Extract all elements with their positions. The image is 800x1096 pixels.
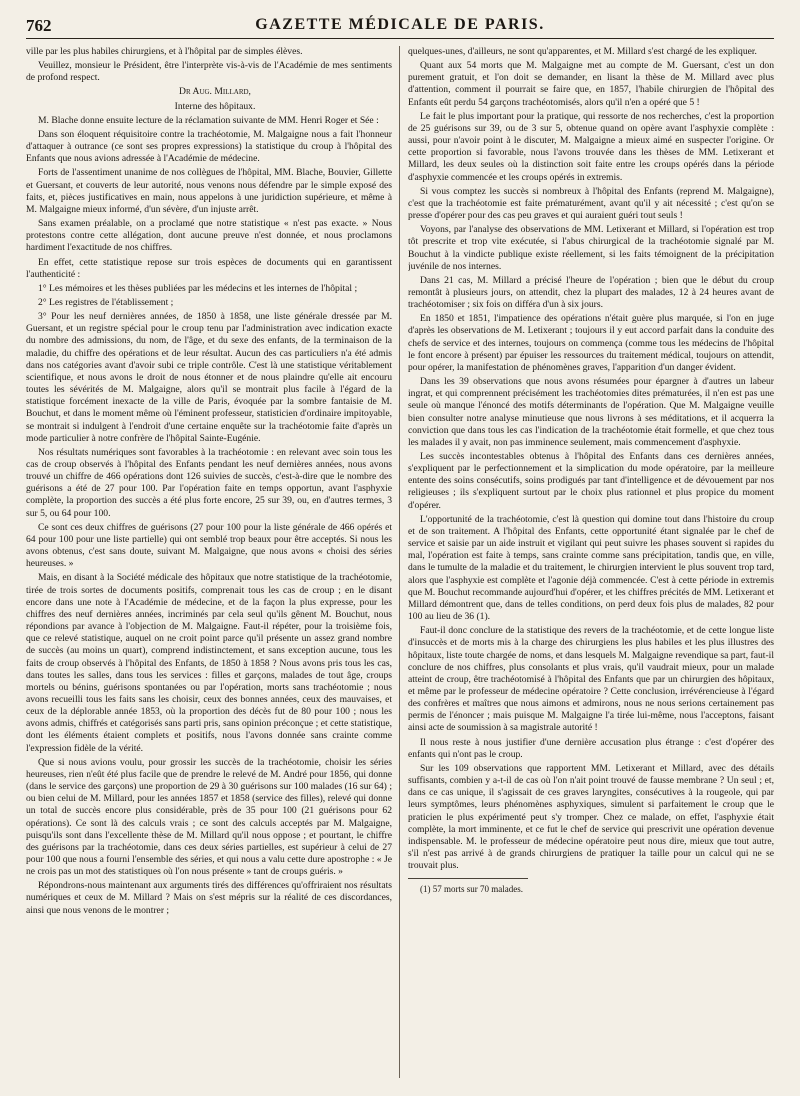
paragraph: ville par les plus habiles chirurgiens, et à l'hôpital par de simples élèves. — [26, 46, 303, 57]
paragraph: Si vous comptez les succès si nombreux à l'hôpital des Enfants (reprend M. Malgaigne), c'est que la trachéotomie est faite prématurément, avant qu'il y ait nécessité ; c'est qu'on se presse d'opérer pour des cas peu graves et qui auraient guéri tout seuls ! — [408, 185, 774, 222]
paragraph: En effet, cette statistique repose sur trois espèces de documents qui en garantissent l'authenticité : — [26, 256, 392, 280]
list-item: 1° Les mémoires et les thèses publiées par les médecins et les internes de l'hôpital ; — [38, 282, 358, 294]
paragraph: Veuillez, monsieur le Président, être l'interprète vis-à-vis de l'Académie de mes sentiments de profond respect. — [26, 60, 392, 84]
paragraph: Sans examen préalable, on a proclamé que notre statistique « n'est pas exacte. » Nous protestons contre cette allégation, dont aucune preuve n'est donnée, et nous proclamons hardiment l'exactitude de nos chiffres. — [26, 218, 392, 254]
list-item: 2° Les registres de l'établissement ; — [38, 296, 174, 308]
paragraph: Dans son éloquent réquisitoire contre la trachéotomie, M. Malgaigne nous a fait l'honneur d'attaquer à outrance (ce sont ses propres expressions) la statistique du croup à l'hôpital des Enfants que nous avions adressée à l'Académie de médecine. — [26, 128, 392, 165]
paragraph: Que si nous avions voulu, pour grossir les succès de la trachéotomie, choisir les séries heureuses, rien n'eût été plus facile que de prendre le relevé de M. André pour 1856, qui donne (dans le service des garçons) une proportion de 29 à 30 guérisons sur 100 malades (16 sur 64) ; ou bien celui de M. Millard, pour les années 1857 et 1858 (service des filles), relevé qui donne un total de succès encore plus considérable, près de 35 pour 100 (21 guérisons pour 62 opérations). Ce sont là des calculs vrais ; ce sont des calculs acceptés par M. Malgaigne, puisqu'ils sont dans l'excellente thèse de M. Millard qu'il nous oppose ; et pourtant, le chiffre des guérisons par la trachéotomie, dans ces deux séries partielles, est supérieur à celui de 27 pour 100 que nous a fourni l'ensemble des séries, et qui nous a valu cette dure apostrophe : « Je ne crois pas un mot des statistiques où l'on nous présente » tant de croups guéris. » — [26, 756, 392, 878]
paragraph: Dans 21 cas, M. Millard a précisé l'heure de l'opération ; bien que le début du croup remontât à plusieurs jours, on attendit, chez la plupart des malades, 12 à 24 heures avant de trachéotomiser ; six fois on différa d'un à six jours. — [408, 274, 774, 311]
signature-name: Dr Aug. Millard, — [179, 86, 251, 98]
list-item: 3° Pour les neuf dernières années, de 1850 à 1858, une liste générale dressée par M. Guersant, et un registre spécial pour le croup tenu par l'administration avec indication exacte du nombre des admissions, du nom, de l'âge, et du sexe des enfants, de la terminaison de la maladie, du chiffre des opérations et de leur résultat. Aucun des cas particuliers n'a été admis dans nos catégories avant d'avoir subi ce triple contrôle. C'est là une statistique véritablement scientifique, et nous avons le droit de nous étonner et de nous plaindre qu'elle ait encouru toutes les sévérités de M. Malgaigne, alors qu'il se montrait plus facile à l'égard de la statistique forcément inexacte de la ville de Paris, évoquée par la sombre fantaisie de M. Bouchut, et dans le moment même où l'éminent professeur, statisticien d'ordinaire impitoyable, se montrait si indulgent à l'endroit d'une certaine enquête sur la trachéotomie faite d'après un mode particulier à notre confrère de l'hôpital Sainte-Eugénie. — [26, 311, 392, 444]
paragraph: Le fait le plus important pour la pratique, qui ressorte de nos recherches, c'est la proportion de 25 guérisons sur 39, ou de 3 sur 5, obtenue quand on opère avant l'asphyxie complète : aussi, pour n'avoir point à le discuter, M. Malgaigne a mieux aimé en suspecter l'origine. Or cette proportion si favorable, nous l'avons trouvée dans les thèses de MM. Letixerant et Millard, les deux seules où la distinction soit faite entre les croups opérés dans la période d'asphyxie commencée et les croups opérés in extremis. — [408, 110, 774, 183]
left-column — [26, 46, 392, 1078]
paragraph: Nos résultats numériques sont favorables à la trachéotomie : en relevant avec soin tous les cas de croup observés à l'hôpital des Enfants pendant les neuf dernières années, nous avons trouvé un chiffre de 466 opérations dont 126 suivies de succès, c'est-à-dire que le nombre des guérisons a été de 27 pour 100. Par l'opération faite en temps opportun, avant l'asphyxie complète, la proportion des succès a été plus forte encore, 25 sur 39, ou, en d'autres termes, 3 sur 5, ou 64 pour 100. — [26, 446, 392, 519]
paragraph: En 1850 et 1851, l'impatience des opérations n'était guère plus marquée, si l'on en juge d'après les observations de M. Letixerant ; toujours il y eut accord parfait dans la conduite des chefs de service et des internes, toujours on commença (comme tous les médecins de l'hôpital le font encore à présent) par épuiser les ressources du traitement médical, toujours on attendit, pour opérer, la manifestation de phénomènes graves, l'apparition d'un danger évident. — [408, 313, 774, 373]
page-number: 762 — [26, 16, 52, 35]
paragraph: Mais, en disant à la Société médicale des hôpitaux que notre statistique de la trachéotomie, tirée de trois sortes de documents positifs, comprenait tous les cas de croup ; en le disant encore dans une note à l'Académie de médecine, et de la façon la plus expresse, pour les chiffres des neuf dernières années, incriminés par cela seul qu'ils gênent M. Bouchut, nous répondions par avance à l'objection de M. Malgaigne. Faut-il répéter, pour la troisième fois, que ce relevé statistique, auquel on ne croit point parce qu'il présente un assez grand nombre de succès (au moins un quart), comprend indistinctement, et sans exception aucune, tous les faits de croup observés à l'hôpital des Enfants, de 1850 à 1858 ? Nous avons pris tous les cas, dans toutes les salles, dans tous les services : filles et garçons, malades de tout âge, croups mortels ou bénins, guérisons spontanées ou par l'opération, morts sans trachéotomie ; nous avons recueilli tous les faits sans les choisir, ceux des bonnes années, ceux des mauvaises, et ceux de la déplorable année 1853, où la proportion des décès fut de 80 pour 100 ; nous les avons admis, chiffrés et catégorisés sans parti pris, sans opinion préconçue ; et cette statistique, dont les éléments étaient complets et positifs, nous l'avons donnée sans crainte comme l'expression fidèle de la vérité. — [26, 572, 392, 754]
paragraph: Quant aux 54 morts que M. Malgaigne met au compte de M. Guersant, c'est un don purement gratuit, et l'on doit se demander, en lisant la thèse de M. Millard avec plus d'attention, comment il pourrait se faire que, en 1857, l'habile chirurgien de l'hôpital des Enfants eût perdu 54 garçons trachéotomisés, alors qu'il n'en a opéré que 5 ! — [408, 60, 774, 108]
paragraph: L'opportunité de la trachéotomie, c'est là question qui domine tout dans l'histoire du croup et de son traitement. A l'hôpital des Enfants, cette opportunité étant signalée par le chef de service et saisie par un aide instruit et vigilant qui peut suivre les phases souvent si rapides du mal, l'opération est faite à temps, sans crainte comme sans précipitation, tandis que, en ville, dans le tumulte de la maladie et du traitement, le chirurgien intervient le plus souvent trop tard, alors que l'asphyxie est complète et l'agonie déjà commencée. C'est à cette période in extremis que M. Bouchut recommande aujourd'hui d'opérer, et les chiffres précités de MM. Letixerant et Millard démontrent que, dans de telles conditions, on perd deux fois plus de malades, 82 pour 100 au lieu de 36 (1). — [408, 513, 774, 623]
paragraph: M. Blache donne ensuite lecture de la réclamation suivante de MM. Henri Roger et Sée : — [38, 114, 379, 126]
paragraph: Faut-il donc conclure de la statistique des revers de la trachéotomie, et de cette longue liste d'insuccès et de morts mis à la charge des chirurgiens les plus habiles et les plus illustres des hôpitaux, liste toute chargée de noms, et dans lesquels M. Malgaigne revendique sa part, faut-il conclure de nos chiffres, plus consolants et plus vrais, qu'il vaudrait mieux, pour un malade atteint de croup, être trachéotomisé à l'hôpital des Enfants que par un chirurgien des hôpitaux, et même par le professeur de médecine opératoire ? Cette conclusion, irrévérencieuse à l'égard des confrères et maîtres que nous aimons et admirons, nous ne nous serions certainement pas permis de l'énoncer ; mais puisque M. Malgaigne l'a tirée lui-même, nous l'acceptons, faisant ainsi acte de soumission à sa magistrale autorité ! — [408, 625, 774, 734]
paragraph: Répondrons-nous maintenant aux arguments tirés des différences qu'offriraient nos résultats numériques et ceux de M. Millard ? Mais on s'est mépris sur la réalité de ces discordances, ainsi que nous venons de le montrer ; — [26, 880, 392, 916]
column-divider — [399, 46, 400, 1078]
journal-title: GAZETTE MÉDICALE DE PARIS. — [255, 16, 545, 33]
paragraph: Sur les 109 observations que rapportent MM. Letixerant et Millard, avec des détails suffisants, combien y a-t-il de cas où l'on n'ait point trouvé de fausse membrane ? Un seul ; et, dans ce cas unique, il s'agissait de ces graves laryngites, consécutives à la rougeole, qui par leurs symptômes, leurs phénomènes asphyxiques, simulent si parfaitement le croup que le praticien le plus expérimenté peut s'y tromper. Chez ce malade, on effet, l'asphyxie était complète, la mort imminente, et ce fut le chef de service qui prescrivit une opération devenue indispensable. M. le professeur de médecine opératoire peut nous dire, mieux que tout autre, s'il n'est pas arrivé à de grands chirurgiens de pratiquer la taille pour un calcul qui ne se trouvait plus. — [408, 762, 774, 872]
footnote: (1) 57 morts sur 70 malades. — [420, 884, 523, 895]
paragraph: Il nous reste à nous justifier d'une dernière accusation plus étrange : c'est d'opérer des enfants qui n'ont pas le croup. — [408, 736, 774, 760]
paragraph: Voyons, par l'analyse des observations de MM. Letixerant et Millard, si l'opération est trop tôt prescrite et trop vite exécutée, si l'abus chirurgical de la trachéotomie signalé par M. Bouchut à la vindicte publique existe réellement, si les faits témoignent de la précipitation juvénile de nos internes. — [408, 224, 774, 272]
paragraph: Les succès incontestables obtenus à l'hôpital des Enfants dans ces dernières années, s'expliquent par le perfectionnement et la simplication du mode opératoire, par la meilleure entente des soins consécutifs, soins prodigués par tant d'intelligence et de dévouement par nos religieuses ; ils s'expliquent surtout par le choix plus rationnel et plus propice du moment d'opérer. — [408, 451, 774, 511]
right-column — [408, 46, 774, 1078]
paragraph: Dans les 39 observations que nous avons résumées pour épargner à d'autres un labeur ingrat, et qui comprennent précisément les trachéotomies dites prématurées, il n'en est pas une seule où manque l'énoncé des motifs déterminants de l'opération. Que M. Malgaigne veuille bien consulter notre analyse minutieuse que nous livrons à ses méditations, et il acquerra la conviction que dans tous les cas l'indication de la trachéotomie était formelle, et que chez tous les malades il y avait, non pas imminence seulement, mais commencement d'asphyxie. — [408, 376, 774, 448]
paragraph: Forts de l'assentiment unanime de nos collègues de l'hôpital, MM. Blache, Bouvier, Gillette et Guersant, et couverts de leur autorité, nous venons nous défendre par le simple exposé des faits, et, pièces justificatives en main, nous appelons à une juridiction supérieure, et même à M. Malgaigne mieux informé, d'un sévère, d'un injuste arrêt. — [26, 167, 392, 215]
signature-title: Interne des hôpitaux. — [174, 100, 256, 112]
page-header — [26, 12, 774, 39]
paragraph: Ce sont ces deux chiffres de guérisons (27 pour 100 pour la liste générale de 466 opérés et 64 pour 100 pour une liste partielle) qui ont semblé trop beaux pour être acceptés. Si nous les avons obtenus, c'est sans doute, suivant M. Malgaigne, que nous avons « choisi des séries heureuses. » — [26, 521, 392, 570]
footnote-rule — [408, 878, 528, 879]
paragraph: quelques-unes, d'ailleurs, ne sont qu'apparentes, et M. Millard s'est chargé de les expliquer. — [408, 46, 757, 57]
